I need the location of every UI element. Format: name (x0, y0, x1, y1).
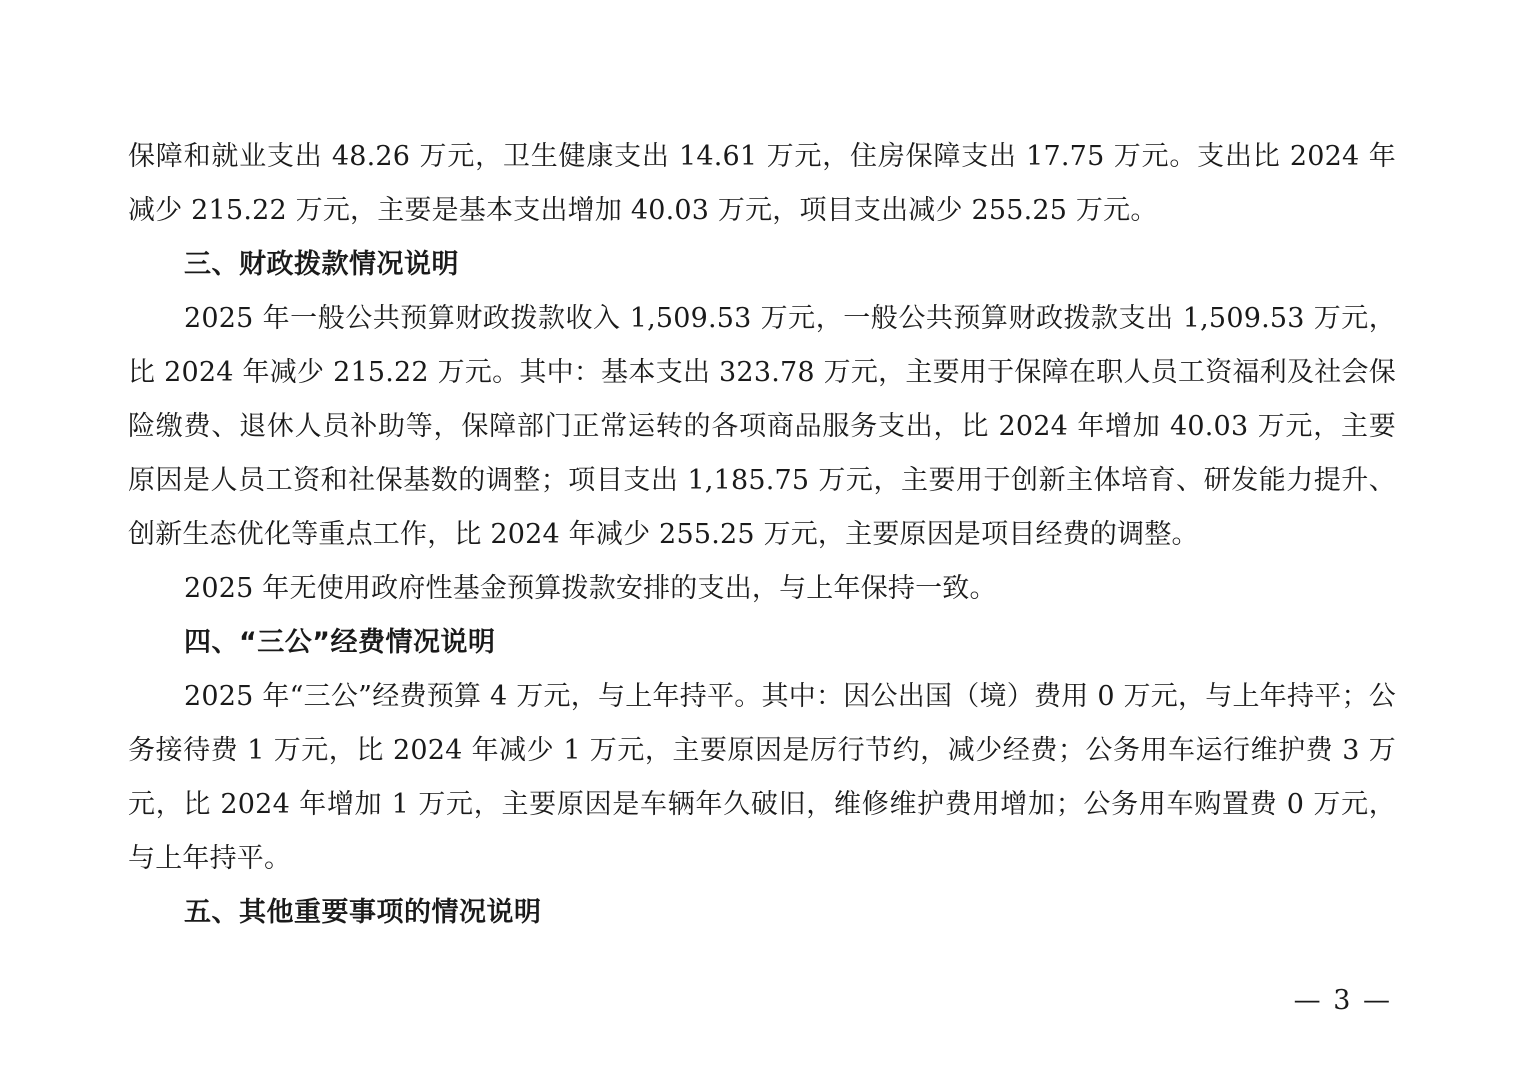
heading-section-five: 五、其他重要事项的情况说明 (184, 897, 542, 928)
paragraph-expenditure-continuation: 保障和就业支出 48.26 万元，卫生健康支出 14.61 万元，住房保障支出 17.75 万元。支出比 2024 年减少 215.22 万元，主要是基本支出增加 40.03 万元，项目支出减少 255.25 万元。 (128, 141, 1396, 226)
heading-section-three: 三、财政拨款情况说明 (184, 249, 459, 280)
page-content (128, 130, 1396, 940)
page-number: — 3 — (1293, 985, 1392, 1016)
paragraph-fiscal-appropriation: 2025 年一般公共预算财政拨款收入 1,509.53 万元，一般公共预算财政拨款支出 1,509.53 万元，比 2024 年减少 215.22 万元。其中：基本支出 323.78 万元，主要用于保障在职人员工资福利及社会保险缴费、退休人员补助等，保障部门正常运转的各项商品服务支出，比 2024 年增加 40.03 万元，主要原因是人员工资和社保基数的调整；项目支出 1,185.75 万元，主要用于创新主体培育、研发能力提升、创新生态优化等重点工作，比 2024 年减少 255.25 万元，主要原因是项目经费的调整。 (128, 303, 1396, 550)
heading-section-four: 四、“三公”经费情况说明 (184, 627, 496, 658)
paragraph-government-fund: 2025 年无使用政府性基金预算拨款安排的支出，与上年保持一致。 (184, 573, 997, 604)
paragraph-three-public-expenses: 2025 年“三公”经费预算 4 万元，与上年持平。其中：因公出国（境）费用 0 万元，与上年持平；公务接待费 1 万元，比 2024 年减少 1 万元，主要原因是厉行节约，减少经费；公务用车运行维护费 3 万元，比 2024 年增加 1 万元，主要原因是车辆年久破旧，维修维护费用增加；公务用车购置费 0 万元，与上年持平。 (128, 681, 1396, 874)
